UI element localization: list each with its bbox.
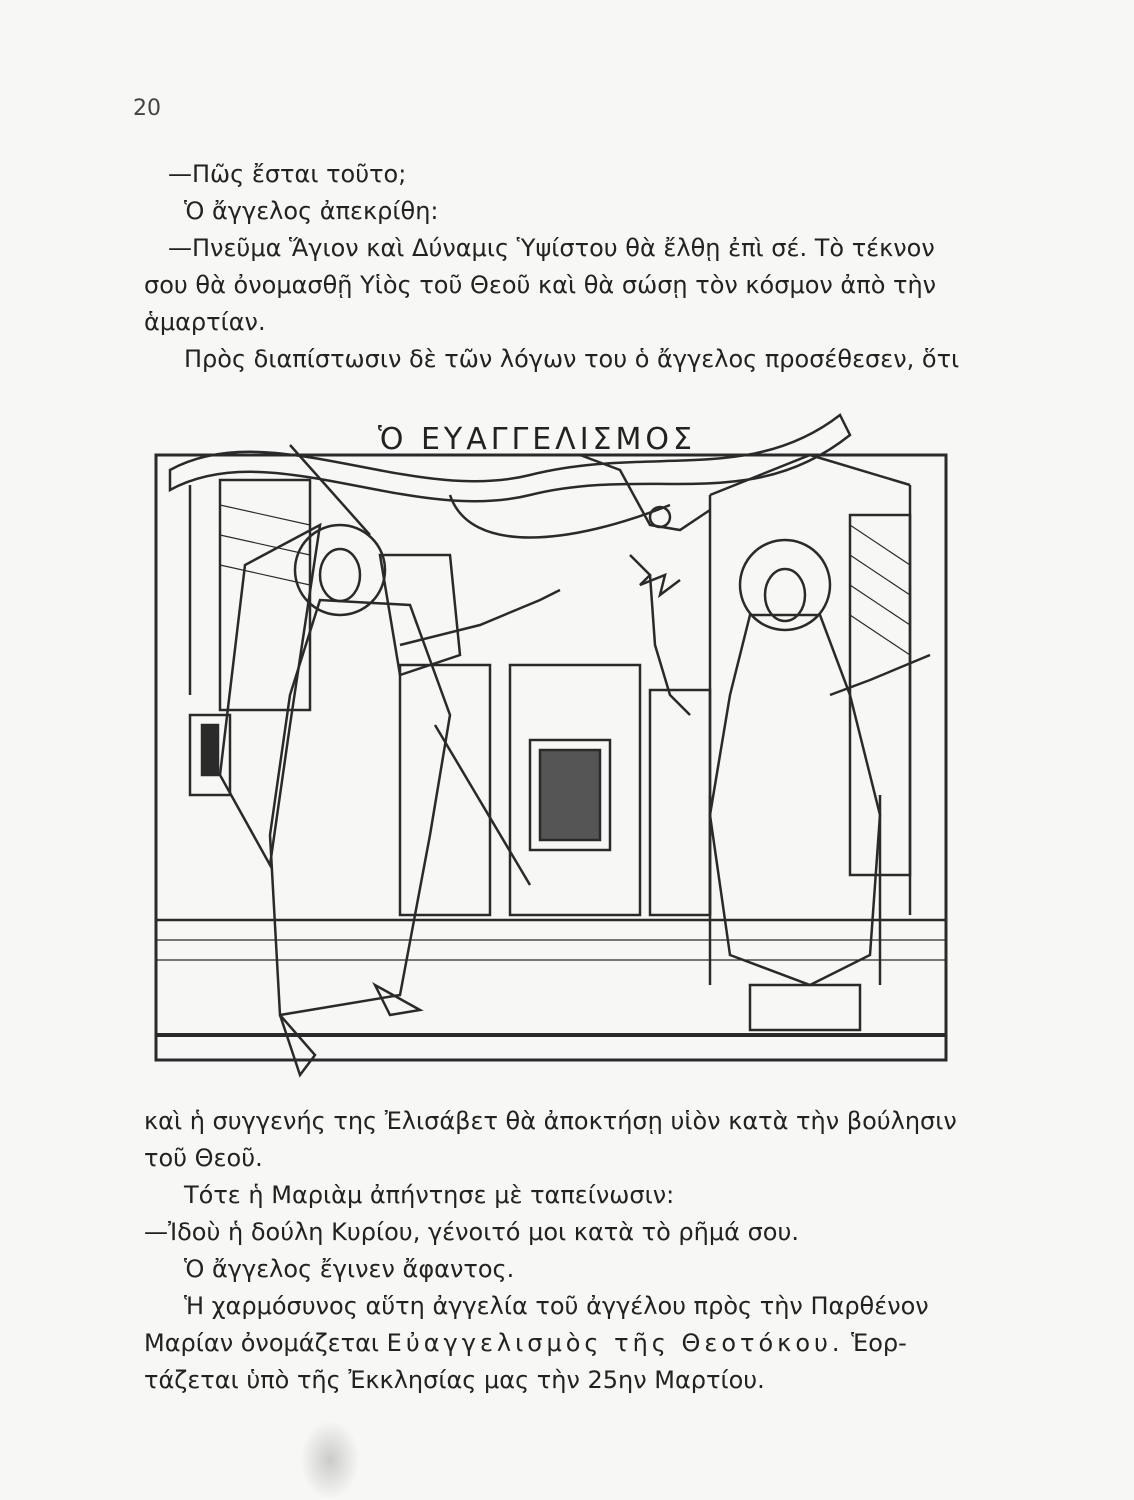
- text-line: —Πῶς ἔσται τοῦτο;: [168, 160, 407, 188]
- text-line: —Πνεῦμα Ἅγιον καὶ Δύναμις Ὑψίστου θὰ ἔλθῃ ἐπὶ σέ. Τὸ τέκνον: [168, 234, 935, 262]
- virgin-figure: [710, 540, 930, 1030]
- virgin-spindle: [830, 655, 930, 695]
- divine-ray: [580, 455, 710, 530]
- text-line: καὶ ἡ συγγενής της Ἐλισάβετ θὰ ἀποκτήσῃ υἱὸν κατὰ τὴν βούλησιν: [144, 1107, 957, 1135]
- text-line: Ὁ ἄγγελος ἀπεκρίθη:: [184, 197, 439, 225]
- angel-staff-top: [290, 445, 370, 535]
- text-line: [144, 1325, 974, 1362]
- page-number: 20: [133, 96, 161, 121]
- text-line: —Ἰδοὺ ἡ δούλη Κυρίου, γένοιτό μοι κατὰ τὸ ρῆμά σου.: [144, 1218, 799, 1246]
- text-line: ἁμαρτίαν.: [144, 308, 266, 336]
- text-line: Πρὸς διαπίστωσιν δὲ τῶν λόγων του ὁ ἄγγελος προσέθεσεν, ὅτι: [184, 345, 960, 373]
- angel-wing-right: [380, 555, 460, 675]
- text-fragment: Μαρίαν ὀνομάζεται: [144, 1329, 380, 1357]
- feast-name: Εὐαγγελισμὸς τῆς Θεοτόκου.: [386, 1329, 844, 1357]
- top-text-block: [144, 156, 974, 378]
- angel-arm: [400, 590, 560, 645]
- text-line: Τότε ἡ Μαριὰμ ἀπήντησε μὲ ταπείνωσιν:: [184, 1181, 675, 1209]
- text-line: τάζεται ὑπὸ τῆς Ἐκκλησίας μας τὴν 25ην Μαρτίου.: [144, 1366, 765, 1394]
- illustration-caption: Ὁ ΕΥΑΓΓΕΛΙΣΜΟΣ: [378, 422, 696, 457]
- text-line: Ὁ ἄγγελος ἔγινεν ἄφαντος.: [184, 1255, 515, 1283]
- scan-smudge: [300, 1420, 360, 1500]
- virgin-footstool: [750, 985, 860, 1030]
- text-fragment: Ἑορ-: [851, 1329, 907, 1357]
- text-line: τοῦ Θεοῦ.: [144, 1144, 263, 1172]
- text-line: Ἡ χαρμόσυνος αὕτη ἀγγελία τοῦ ἀγγέλου πρὸς τὴν Παρθένον: [184, 1292, 929, 1320]
- bottom-text-block: [144, 1103, 974, 1399]
- annunciation-illustration: [150, 395, 950, 1085]
- virgin-robe: [710, 615, 880, 985]
- angel-staff-bottom: [435, 725, 530, 885]
- angel-robe: [270, 600, 450, 1015]
- text-line: σου θὰ ὀνομασθῇ Υἱὸς τοῦ Θεοῦ καὶ θὰ σώσῃ τὸν κόσμον ἀπὸ τὴν: [144, 271, 937, 299]
- virgin-halo: [740, 540, 830, 630]
